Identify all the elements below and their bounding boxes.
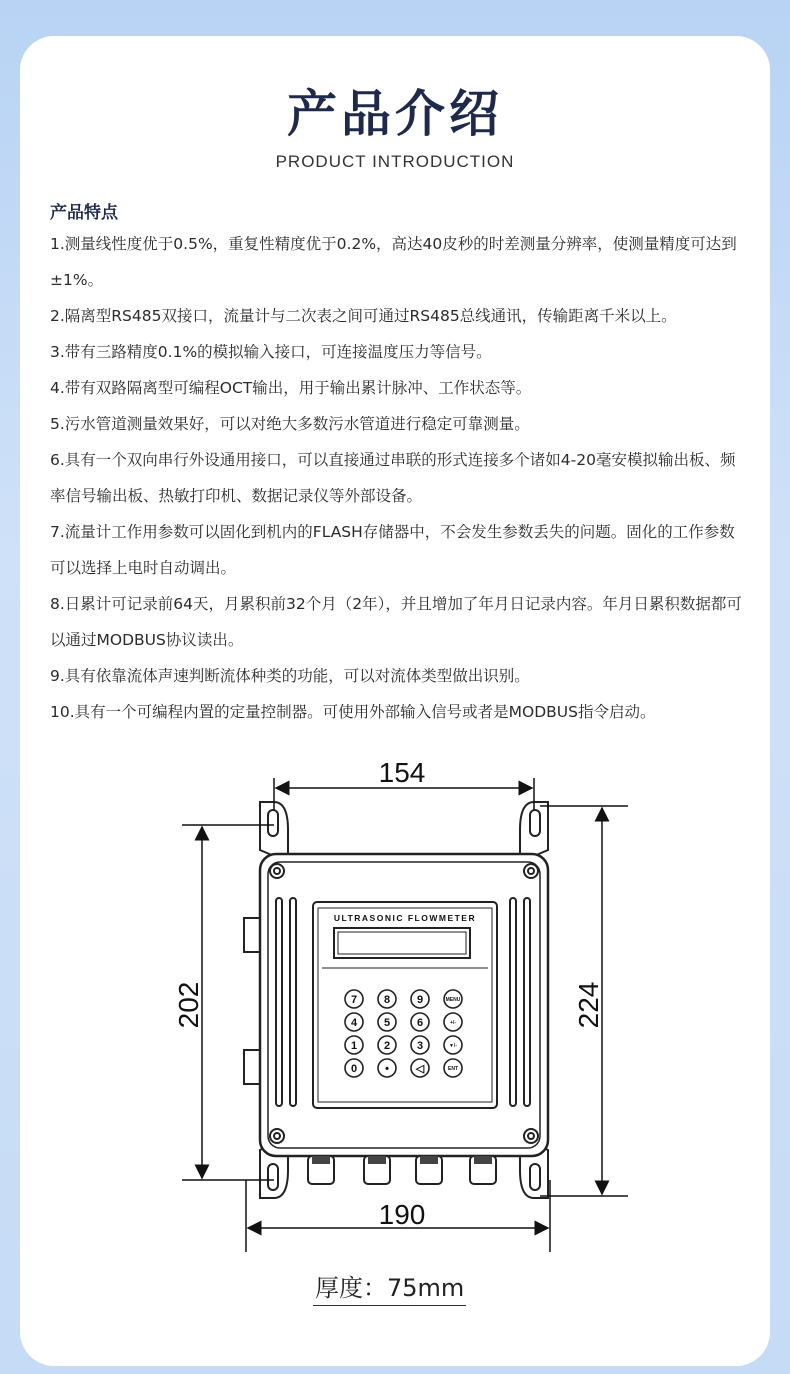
- thickness-value: 75mm: [387, 1274, 465, 1302]
- features-heading: 产品特点: [50, 203, 118, 223]
- keypad-key: [345, 990, 363, 1008]
- keypad-key: [411, 1013, 429, 1031]
- feature-item: 8.日累计可记录前64天，月累积前32个月（2年），并且增加了年月日记录内容。年月日累积数据都可以通过MODBUS协议读出。: [50, 595, 742, 649]
- dimension-width-top: 154: [378, 757, 426, 788]
- keypad-key-label: 1: [350, 1040, 358, 1052]
- keypad-key-label: 6: [416, 1017, 424, 1029]
- keypad-key: [378, 1059, 396, 1077]
- feature-item: 7.流量计工作用参数可以固化到机内的FLASH存储器中，不会发生参数丢失的问题。固化的工作参数可以选择上电时自动调出。: [50, 523, 735, 577]
- dimension-height-left: 202: [173, 981, 204, 1029]
- keypad-key-label: +/-: [450, 1020, 456, 1026]
- keypad-key: [378, 990, 396, 1008]
- keypad-key: [444, 1036, 462, 1054]
- thickness-note: [313, 1268, 466, 1306]
- features-list: [50, 226, 750, 730]
- feature-item: 2.隔离型RS485双接口，流量计与二次表之间可通过RS485总线通讯，传输距离千米以上。: [50, 307, 677, 325]
- dimension-width-bottom: 190: [378, 1199, 426, 1230]
- keypad-key-label: ENT: [448, 1066, 458, 1072]
- feature-item: 10.具有一个可编程内置的定量控制器。可使用外部输入信号或者是MODBUS指令启动。: [50, 703, 656, 721]
- panel-label: ULTRASONIC FLOWMETER: [333, 913, 477, 923]
- keypad-key-label: ◁: [415, 1063, 425, 1075]
- keypad-key: [378, 1013, 396, 1031]
- thickness-label: 厚度：: [315, 1274, 387, 1302]
- keypad-key: [378, 1036, 396, 1054]
- keypad-key: [444, 990, 462, 1008]
- dimension-height-right: 224: [573, 981, 604, 1029]
- keypad-key-label: 4: [350, 1017, 358, 1029]
- keypad-key: [345, 1036, 363, 1054]
- keypad-key-label: 3: [416, 1040, 424, 1052]
- feature-item: 4.带有双路隔离型可编程OCT输出，用于输出累计脉冲、工作状态等。: [50, 379, 532, 397]
- keypad-key-label: •: [385, 1063, 389, 1075]
- keypad-key-label: 9: [416, 994, 424, 1006]
- keypad-key-label: MENU: [445, 997, 461, 1003]
- feature-item: 3.带有三路精度0.1%的模拟输入接口，可连接温度压力等信号。: [50, 343, 492, 361]
- page-title: 产品介绍: [287, 85, 503, 143]
- keypad-key-label: 8: [383, 994, 391, 1006]
- page-subtitle: PRODUCT INTRODUCTION: [275, 152, 515, 171]
- feature-item: 9.具有依靠流体声速判断流体种类的功能，可以对流体类型做出识别。: [50, 667, 530, 685]
- keypad-key: [411, 1059, 429, 1077]
- keypad-key-label: 2: [383, 1040, 391, 1052]
- flowmeter-dimension-drawing: [170, 750, 640, 1260]
- keypad-key-label: 0: [350, 1063, 358, 1075]
- keypad-key-label: ▼/-: [448, 1043, 458, 1049]
- keypad-key: [411, 1036, 429, 1054]
- keypad-key: [444, 1059, 462, 1077]
- feature-item: 1.测量线性度优于0.5%，重复性精度优于0.2%，高达40皮秒的时差测量分辨率，使测量精度可达到±1%。: [50, 235, 737, 289]
- feature-item: 5.污水管道测量效果好，可以对绝大多数污水管道进行稳定可靠测量。: [50, 415, 530, 433]
- keypad-key-label: 7: [350, 994, 358, 1006]
- keypad-key-label: 5: [383, 1017, 391, 1029]
- keypad-key: [411, 990, 429, 1008]
- keypad-key: [345, 1013, 363, 1031]
- keypad-key: [345, 1059, 363, 1077]
- keypad-key: [444, 1013, 462, 1031]
- cable-glands: [308, 1156, 496, 1184]
- feature-item: 6.具有一个双向串行外设通用接口，可以直接通过串联的形式连接多个诸如4-20毫安模拟输出板、频率信号输出板、热敏打印机、数据记录仪等外部设备。: [50, 451, 736, 505]
